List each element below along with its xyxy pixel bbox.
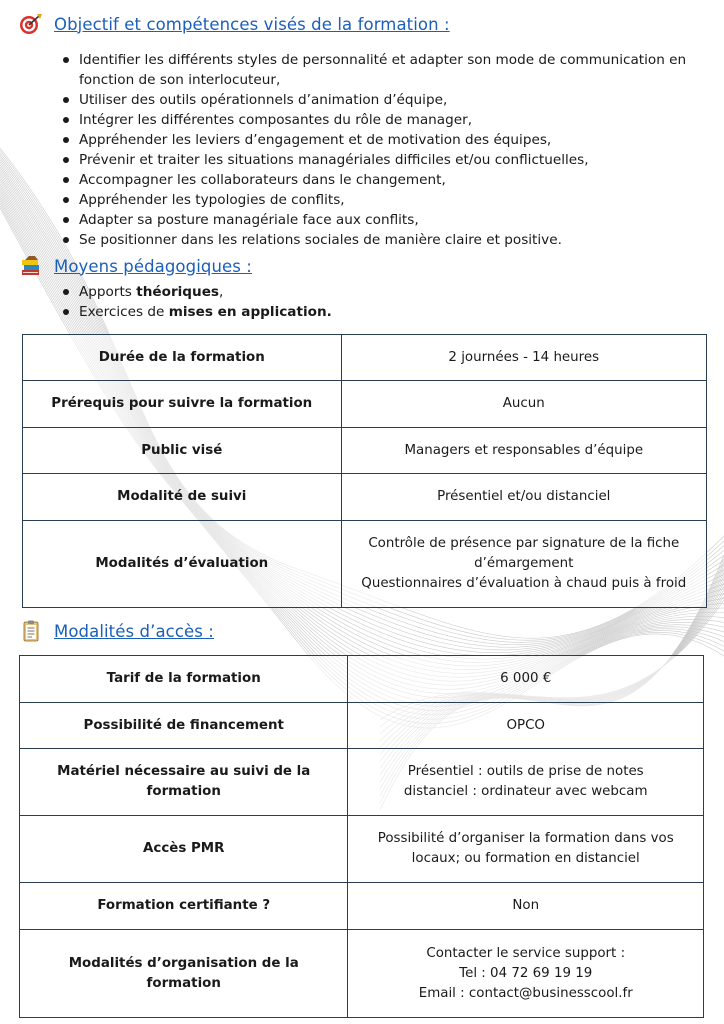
objectives-title: Objectif et compétences visés de la formation : (54, 14, 450, 34)
row-value: Présentiel et/ou distanciel (341, 474, 706, 521)
objectives-heading (18, 13, 450, 35)
books-icon (18, 255, 44, 277)
table-row (23, 428, 707, 474)
list-item: Intégrer les différentes composantes du rôle de manager, (60, 110, 705, 130)
row-label: Formation certifiante ? (20, 883, 348, 930)
table-row (20, 703, 704, 749)
list-item: Exercices de mises en application. (60, 302, 705, 322)
row-value: Contrôle de présence par signature de la fiche d’émargement Questionnaires d’évaluation à chaud puis à froid (341, 521, 706, 608)
row-label: Public visé (23, 428, 342, 474)
row-label: Tarif de la formation (20, 656, 348, 703)
target-icon (18, 13, 44, 35)
list-item: Accompagner les collaborateurs dans le changement, (60, 170, 705, 190)
row-label: Matériel nécessaire au suivi de la formation (20, 749, 348, 816)
list-item: Identifier les différents styles de personnalité et adapter son mode de communication en fonction de son interlocuteur, (60, 50, 705, 90)
table-row (23, 335, 707, 381)
row-value: Non (348, 883, 704, 930)
clipboard-icon (18, 620, 44, 642)
list-item: Appréhender les leviers d’engagement et de motivation des équipes, (60, 130, 705, 150)
row-label: Durée de la formation (23, 335, 342, 381)
table-row (20, 749, 704, 816)
table-row (23, 381, 707, 428)
row-value: Managers et responsables d’équipe (341, 428, 706, 474)
methods-title: Moyens pédagogiques : (54, 256, 252, 276)
list-item: Adapter sa posture managériale face aux conflits, (60, 210, 705, 230)
table-row (20, 930, 704, 1018)
table-row (23, 521, 707, 608)
list-item: Se positionner dans les relations sociales de manière claire et positive. (60, 230, 705, 250)
row-value: Possibilité d’organiser la formation dans vos locaux; ou formation en distanciel (348, 816, 704, 883)
list-item: Apports théoriques, (60, 282, 705, 302)
list-item: Utiliser des outils opérationnels d’animation d’équipe, (60, 90, 705, 110)
table-row (20, 816, 704, 883)
row-value: Contacter le service support : Tel : 04 72 69 19 19 Email : contact@businesscool.fr (348, 930, 704, 1018)
table-row (20, 656, 704, 703)
row-label: Modalité de suivi (23, 474, 342, 521)
methods-list (60, 282, 705, 322)
row-label: Possibilité de financement (20, 703, 348, 749)
access-heading (18, 620, 214, 642)
methods-heading (18, 255, 252, 277)
row-label: Accès PMR (20, 816, 348, 883)
row-value: 2 journées - 14 heures (341, 335, 706, 381)
row-label: Modalités d’organisation de la formation (20, 930, 348, 1018)
row-value: Aucun (341, 381, 706, 428)
row-label: Prérequis pour suivre la formation (23, 381, 342, 428)
table-row (20, 883, 704, 930)
objectives-list (60, 50, 705, 250)
access-title: Modalités d’accès : (54, 621, 214, 641)
list-item: Prévenir et traiter les situations managériales difficiles et/ou conflictuelles, (60, 150, 705, 170)
row-value: Présentiel : outils de prise de notes distanciel : ordinateur avec webcam (348, 749, 704, 816)
table-row (23, 474, 707, 521)
access-info-table (19, 655, 704, 1018)
row-value: 6 000 € (348, 656, 704, 703)
training-info-table (22, 334, 707, 608)
row-value: OPCO (348, 703, 704, 749)
row-label: Modalités d’évaluation (23, 521, 342, 608)
list-item: Appréhender les typologies de conflits, (60, 190, 705, 210)
